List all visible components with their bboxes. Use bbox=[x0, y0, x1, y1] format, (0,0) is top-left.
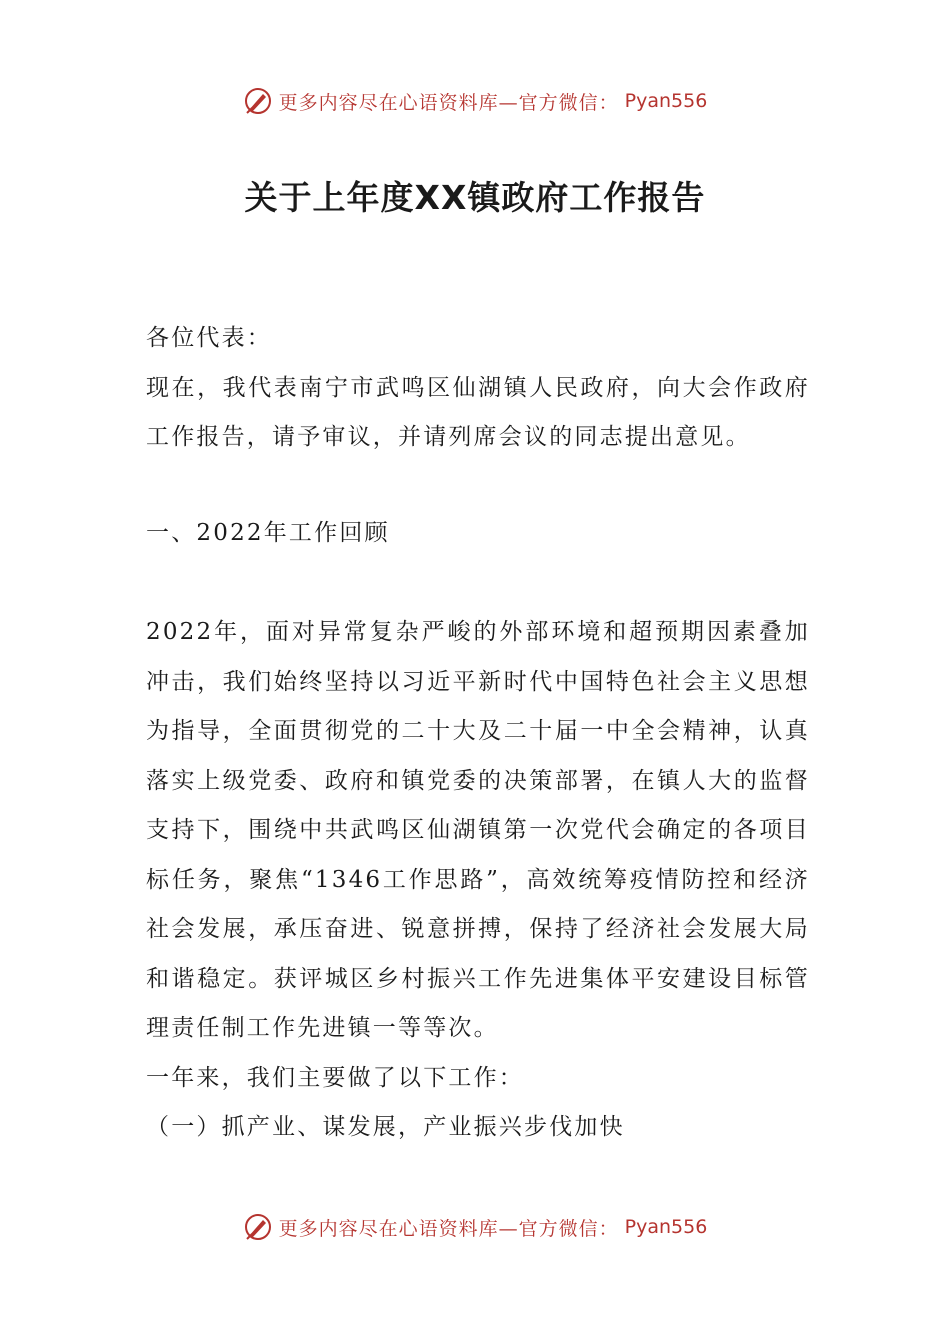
intro-paragraph: 现在，我代表南宁市武鸣区仙湖镇人民政府，向大会作政府工作报告，请予审议，并请列席会议的同志提出意见。 bbox=[146, 374, 810, 450]
salutation: 各位代表： bbox=[146, 325, 272, 351]
watermark-wechat-id: Pyan556 bbox=[624, 90, 708, 112]
document-body bbox=[146, 314, 810, 1153]
watermark-text: 更多内容尽在心语资料库—官方微信： bbox=[278, 1217, 619, 1240]
watermark-header bbox=[0, 86, 950, 116]
pen-logo-icon bbox=[243, 86, 273, 116]
watermark-text: 更多内容尽在心语资料库—官方微信： bbox=[278, 91, 619, 114]
document-title: 关于上年度XX镇政府工作报告 bbox=[244, 178, 706, 217]
pen-logo-icon bbox=[243, 1212, 273, 1242]
watermark-footer bbox=[0, 1212, 950, 1242]
summary-line: 一年来，我们主要做了以下工作： bbox=[146, 1064, 524, 1091]
subsection-heading: （一）抓产业、谋发展，产业振兴步伐加快 bbox=[146, 1114, 625, 1140]
watermark-wechat-id: Pyan556 bbox=[624, 1216, 708, 1238]
review-paragraph: 2022年，面对异常复杂严峻的外部环境和超预期因素叠加冲击，我们始终坚持以习近平新时代中国特色社会主义思想为指导，全面贯彻党的二十大及二十届一中全会精神，认真落实上级党委、政府和镇党委的决策部署，在镇人大的监督支持下，围绕中共武鸣区仙湖镇第一次党代会确定的各项目标任务，聚焦“1346工作思路”，高效统筹疫情防控和经济社会发展，承压奋进、锐意拼搏，保持了经济社会发展大局和谐稳定。获评城区乡村振兴工作先进集体平安建设目标管理责任制工作先进镇一等等次。 bbox=[146, 619, 810, 1041]
section-heading: 一、2022年工作回顾 bbox=[146, 519, 390, 546]
